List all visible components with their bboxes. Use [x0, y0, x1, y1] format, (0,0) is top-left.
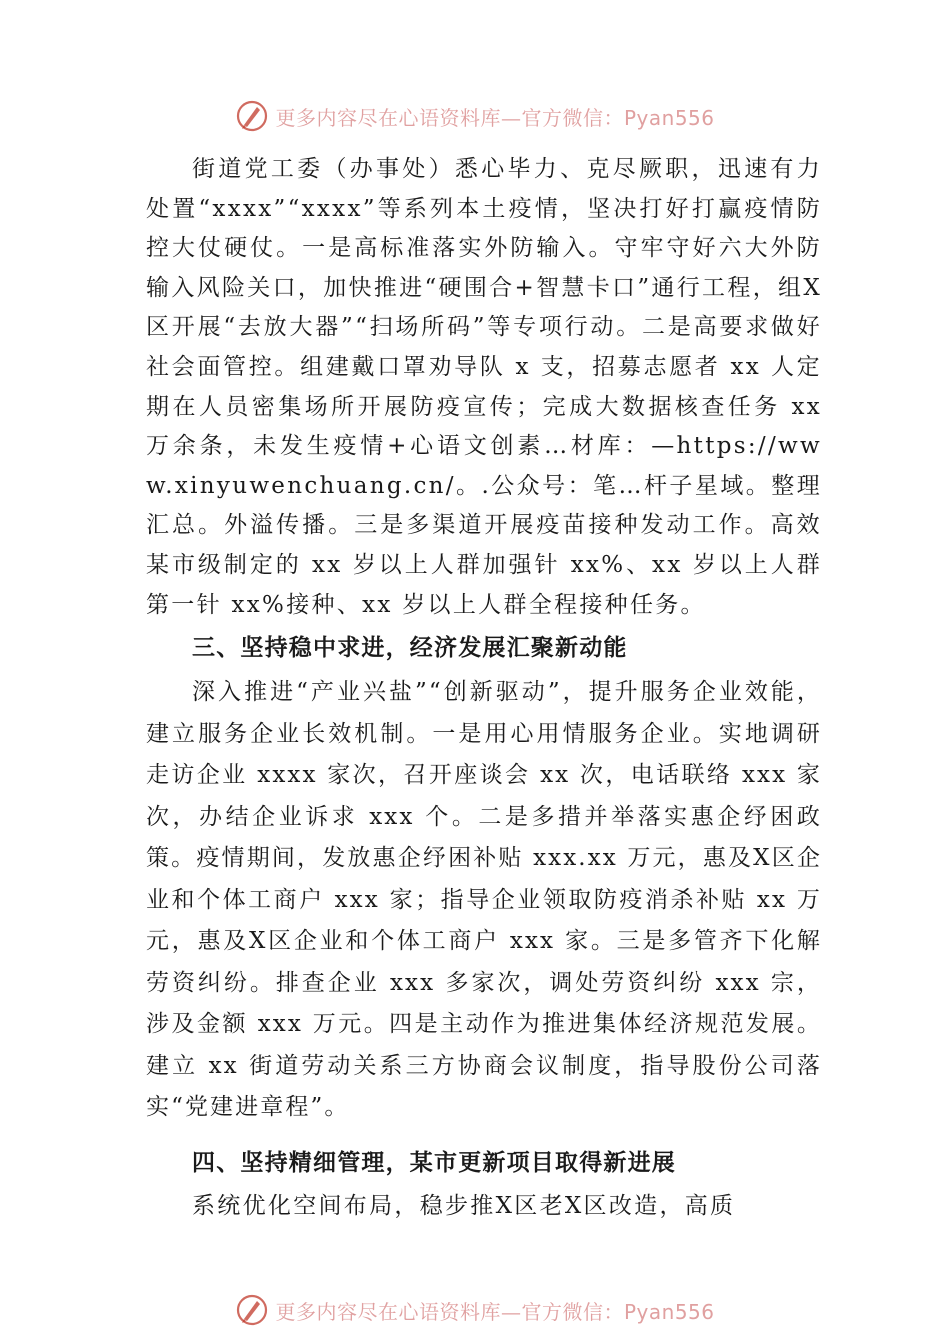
header-watermark: [0, 96, 950, 136]
watermark-text: 更多内容尽在心语资料库—官方微信：Pyan556: [275, 1299, 715, 1324]
footer-watermark: [0, 1290, 950, 1330]
section-heading-economy: 三、坚持稳中求进，经济发展汇聚新动能: [192, 635, 628, 662]
quill-pen-icon: [235, 99, 269, 133]
watermark-text: 更多内容尽在心语资料库—官方微信：Pyan556: [275, 105, 715, 130]
quill-pen-icon: [235, 1293, 269, 1327]
paragraph-epidemic-control: 街道党工委（办事处）悉心毕力、克尽厥职，迅速有力处置“xxxx”“xxxx”等系列本土疫情，坚决打好打赢疫情防控大仗硬仗。一是高标准落实外防输入。守牢守好六大外防输入风险关口，加快推进“硬围合+智慧卡口”通行工程，组X区开展“去放大器”“扫场所码”等专项行动。二是高要求做好社会面管控。组建戴口罩劝导队 x 支，招募志愿者 xx 人定期在人员密集场所开展防疫宣传；完成大数据核查任务 xx 万余条，未发生疫情+心语文创素…材库：—https://www.xinyuwenchuang.cn/。.公众号：笔…杆子星域。整理汇总。外溢传播。三是多渠道开展疫苗接种发动工作。高效某市级制定的 xx 岁以上人群加强针 xx%、xx 岁以上人群第一针 xx%接种、xx 岁以上人群全程接种任务。: [146, 156, 822, 618]
section-heading-urban-renewal: 四、坚持精细管理，某市更新项目取得新进展: [192, 1149, 676, 1176]
document-body: [146, 150, 822, 1226]
paragraph-economy: 深入推进“产业兴盐”“创新驱动”，提升服务企业效能，建立服务企业长效机制。一是用心用情服务企业。实地调研走访企业 xxxx 家次，召开座谈会 xx 次，电话联络 xxx 家次，办结企业诉求 xxx 个。二是多措并举落实惠企纾困政策。疫情期间，发放惠企纾困补贴 xxx.xx 万元，惠及X区企业和个体工商户 xxx 家；指导企业领取防疫消杀补贴 xx 万元，惠及X区企业和个体工商户 xxx 家。三是多管齐下化解劳资纠纷。排查企业 xxx 多家次，调处劳资纠纷 xxx 宗，涉及金额 xxx 万元。四是主动作为推进集体经济规范发展。建立 xx 街道劳动关系三方协商会议制度，指导股份公司落实“党建进章程”。: [146, 679, 822, 1121]
paragraph-urban-renewal: 系统优化空间布局，稳步推X区老X区改造，高质: [192, 1192, 736, 1219]
